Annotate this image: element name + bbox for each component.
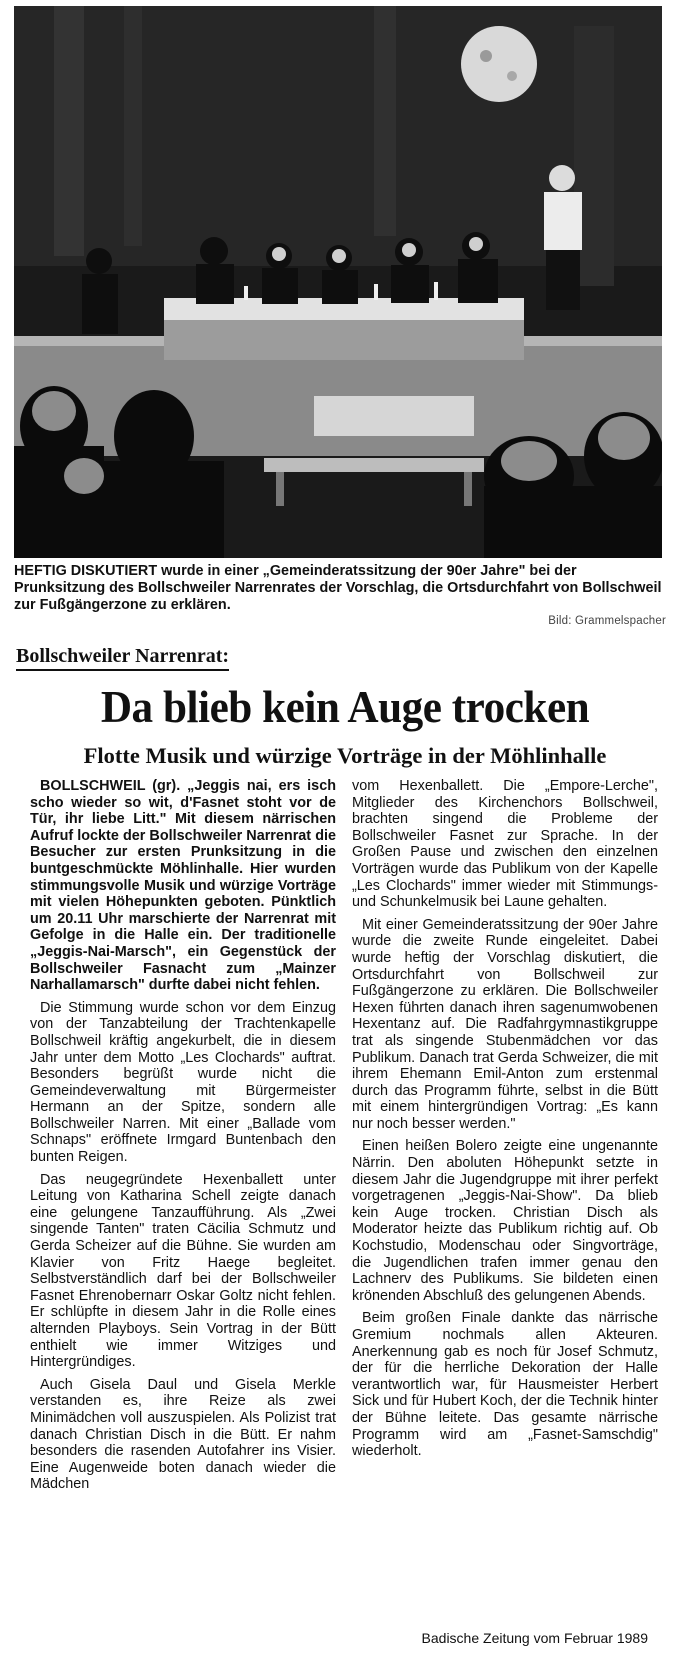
body-paragraph: Das neugegründete Hexenballett unter Leitung von Katharina Schell zeigte danach eine gelungene Tanzaufführung. Als „Zwei singende Tanten" traten Cäcilia Schmutz und Gerda Scheizer auf die Bühne. Sie wurden am Klavier von Fritz Haege begleitet. Selbstverständlich darf bei der Bollschweiler Fasnet Ehrenobernarr Oskar Goltz nicht fehlen. Er schlüpfte in diesem Jahr in die Rolle eines alternden Playboys. Sein Vortrag in der Bütt enthielt wie immer Witziges und Hintergründiges. xyxy=(30,1171,336,1371)
dateline: BOLLSCHWEIL (gr). xyxy=(40,778,181,794)
article-headline: Da blieb kein Auge trocken xyxy=(100,682,590,732)
body-paragraph: Einen heißen Bolero zeigte eine ungenannte Närrin. Den aboluten Höhepunkt setzte in diesem Jahr die Jugendgruppe mit ihrer perfekt vorgetragenen „Jeggis-Nai-Show". Da blieb kein Auge trocken. Christian Disch als Moderator heizte das Publikum richtig auf. Ob Kochstudio, Modenschau oder Singvorträge, die Jugendlichen trafen immer genau den Lachnerv des Publikums. Sie bildeten einen krönenden Abschluß des gelungenen Abends. xyxy=(352,1138,658,1304)
article-subheadline: Flotte Musik und würzige Vorträge in der Möhlinhalle xyxy=(83,743,607,768)
body-paragraph: Beim großen Finale dankte das närrische Gremium nochmals allen Akteuren. Anerkennung gab es noch für Josef Schmutz, der für die herrliche Dekoration der Halle verantwortlich war, für Hausmeister Herbert Sick und für Hubert Koch, der die Technik hinter der Bühne leitete. Das gesamte närrische Programm wird am „Fasnet-Samschdig" wiederholt. xyxy=(352,1310,658,1460)
body-paragraph: Auch Gisela Daul und Gisela Merkle verstanden es, ihre Reize als zwei Minimädchen voll auszuspielen. Als Polizist trat danach Christian Disch in die Bütt. Er nahm besonders die rasenden Autofahrer ins Visier. Eine Augenweide boten danach wieder die Mädchen xyxy=(30,1376,336,1493)
article-kicker: Bollschweiler Narrenrat: xyxy=(16,645,229,671)
lead-text: „Jeggis nai, ers isch scho wieder so wit, d'Fasnet stoht vor de Tür, ihr liebe Litt." Mit diesem närrischen Aufruf lockte der Bollschweiler Narrenrat die Besucher zur ersten Prunksitzung in die buntgeschmückte Möhlinhalle. Hier wurden stimmungsvolle Musik und würzige Vorträge mit vielen Höhepunkten geboten. Pünktlich um 20.11 Uhr marschierte der Narrenrat mit Gefolge in die Halle ein. Der traditionelle „Jeggis-Nai-Marsch", ein Gegenstück der Bollschweiler Fasnacht zum „Mainzer Narhallamarsch" durfte dabei nicht fehlen. xyxy=(30,778,336,994)
caption-text: wurde in einer „Gemeinderatssitzung der 90er Jahre" bei der Prunksitzung des Bollschweiler Narrenrates der Vorschlag, die Ortsdurchfahrt von Bollschweil zur Fußgängerzone zu erklären. xyxy=(14,563,662,613)
caption-lead: HEFTIG DISKUTIERT xyxy=(14,563,158,579)
article-photo xyxy=(14,6,662,558)
photo-caption xyxy=(14,563,666,614)
body-paragraph: Die Stimmung wurde schon vor dem Einzug von der Tanzabteilung der Trachtenkapelle Bollschweil kräftig angekurbelt, die in diesem Jahr unter dem Motto „Les Clochards" auftrat. Besonders begrüßt wurde nicht die Gemeindeverwaltung mit Bürgermeister Hermann an der Spitze, sondern alle Bollschweiler Narren. Mit einer „Ballade vom Schnaps" eröffnete Irmgard Buntenbach den bunten Reigen. xyxy=(30,999,336,1166)
body-paragraph: Mit einer Gemeinderatssitzung der 90er Jahre wurde die zweite Runde eingeleitet. Dabei wurde heftig der Vorschlag diskutiert, die Ortsdurchfahrt von Bollschweil zur Fußgängerzone zu erklären. Die Bollschweiler Hexen führten danach ihren sagenumwobenen Hexentanz auf. Die Radfahrgymnastikgruppe trat als singende Stubenmädchen vor das Publikum. Danach trat Gerda Schweizer, die mit ihrem Ehemann Emil-Anton zum erstenmal durch das Programm führte, selbst in die Bütt mit einem hintergründigen Vortrag: „Es kann nur noch besser werden." xyxy=(352,916,658,1132)
stage-photo-graphic xyxy=(14,6,662,558)
photo-credit: Bild: Grammelspacher xyxy=(548,615,666,627)
article-column-left xyxy=(30,778,336,1499)
lead-paragraph xyxy=(30,778,336,994)
bench xyxy=(264,458,484,472)
body-paragraph-continued: vom Hexenballett. Die „Empore-Lerche", Mitglieder des Kirchenchors Bollschweil, brachten singend die Probleme der Bollschweiler Fasnet zur Sprache. In der Großen Pause und zwischen den einzelnen Vorträgen wurde das Publikum von der Kapelle „Les Clochards" immer wieder mit Stimmungs- und Schunkelmusik bei Laune gehalten. xyxy=(352,778,658,911)
source-note: Badische Zeitung vom Februar 1989 xyxy=(421,1630,648,1646)
article-column-right xyxy=(352,778,658,1466)
moon-decoration xyxy=(461,26,537,102)
